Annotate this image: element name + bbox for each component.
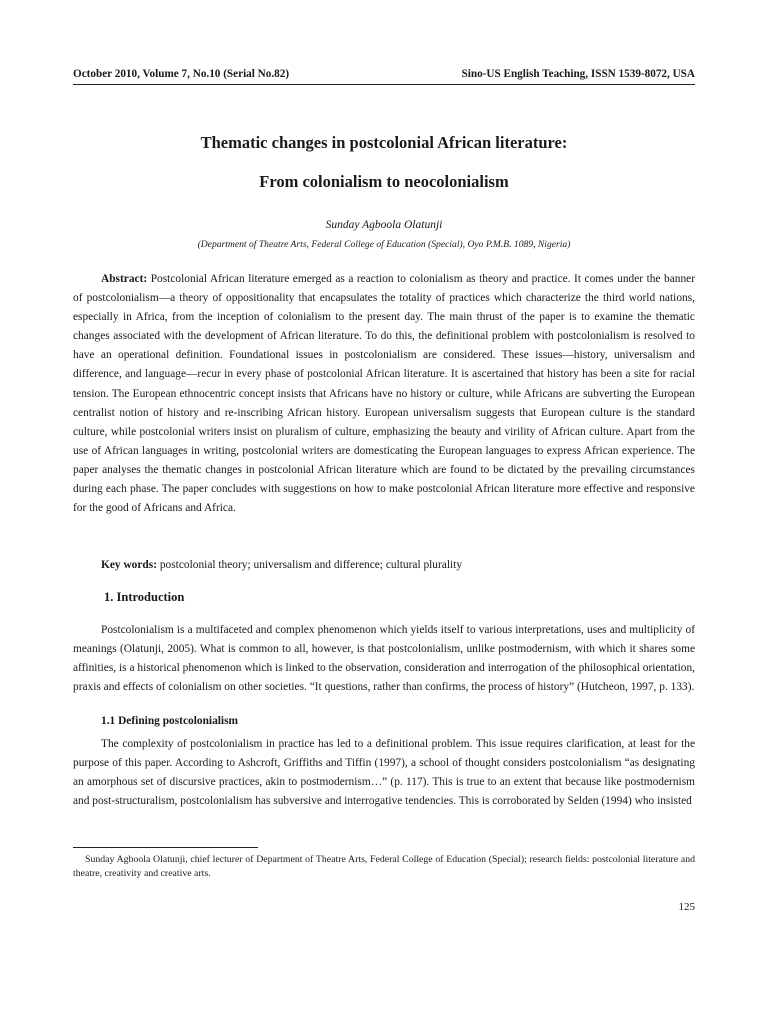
- keywords: [101, 559, 462, 571]
- footnote-rule: [73, 847, 258, 848]
- subsection-heading-defining: 1.1 Defining postcolonialism: [101, 715, 239, 727]
- introduction-paragraph: Postcolonialism is a multifaceted and complex phenomenon which yields itself to various interpretations, uses and multiplicity of meanings (Olatunji, 2005). What is common to all, however, is that postcolonialism, unlike postmodernism, with which it shares some affinities, is a historical phenomenon which is linked to the observation, consideration and interrogation of the philosophical orientation, praxis and effects of colonialism on other societies. “It questions, rather than confirms, the process of history” (Hutcheon, 1997, p. 133).: [73, 624, 695, 694]
- keywords-label: Key words:: [101, 559, 157, 571]
- keywords-text: postcolonial theory; universalism and difference; cultural plurality: [159, 559, 463, 571]
- author-footnote: Sunday Agboola Olatunji, chief lecturer of Department of Theatre Arts, Federal College of Education (Special); research fields: postcolonial literature and theatre, creativity and creative arts.: [73, 854, 695, 879]
- journal-issue: October 2010, Volume 7, No.10 (Serial No.82): [73, 68, 290, 80]
- author-name: Sunday Agboola Olatunji: [325, 219, 443, 231]
- running-header: [73, 68, 695, 80]
- author-affiliation: (Department of Theatre Arts, Federal College of Education (Special), Oyo P.M.B. 1089, Nigeria): [197, 239, 571, 250]
- abstract-text: Postcolonial African literature emerged as a reaction to colonialism as theory and practice. It comes under the banner of postcolonialism—a theory of oppositionality that encapsulates the totality of practices which characterize the third world nations, especially in Africa, from the inception of colonialism to the present day. The main thrust of the paper is to examine the thematic changes associated with the development of African literature. To do this, the definitional problem with postcolonialism is resolved to have an operational definition. Foundational issues in postcolonialism are considered. These issues—history, universalism and difference, and language—recur in every phase of postcolonial African literature. It is ascertained that history has been a site for racial tension. The European ethnocentric concept insists that Africans have no history or culture, while Africans are subverting the European centralist notion of history and re-inscribing African history. European universalism suggests that European culture is the standard culture, while postcolonial writers insist on pluralism of culture, emphasizing the beauty and virility of African culture. Apart from the use of African languages in writing, postcolonial writers are domesticating the European languages to express African experience. The paper analyses the thematic changes in postcolonial African literature which are found to be dictated by the prevailing circumstances during each phase. The paper concludes with suggestions on how to make postcolonial African literature more effective and responsive for the good of Africans and Africa.: [73, 273, 695, 515]
- paper-title-line-2: From colonialism to neocolonialism: [259, 172, 509, 191]
- page-number: 125: [678, 901, 695, 913]
- abstract: [73, 270, 695, 518]
- abstract-label: Abstract:: [101, 273, 148, 285]
- header-rule: [73, 84, 695, 85]
- section-heading-introduction: 1. Introduction: [104, 590, 185, 604]
- journal-name: Sino-US English Teaching, ISSN 1539-8072, USA: [461, 68, 695, 80]
- paper-title-line-1: Thematic changes in postcolonial African literature:: [200, 133, 568, 152]
- defining-paragraph: The complexity of postcolonialism in practice has led to a definitional problem. This issue requires clarification, at least for the purpose of this paper. According to Ashcroft, Griffiths and Tiffin (1997), a school of thought considers postcolonialism “as designating an amorphous set of discursive practices, akin to postmodernism…” (p. 117). This is true to an extent that because like postmodernism and post-structuralism, postcolonialism has subversive and interrogative tendencies. This is corroborated by Selden (1994) who insisted: [73, 738, 695, 808]
